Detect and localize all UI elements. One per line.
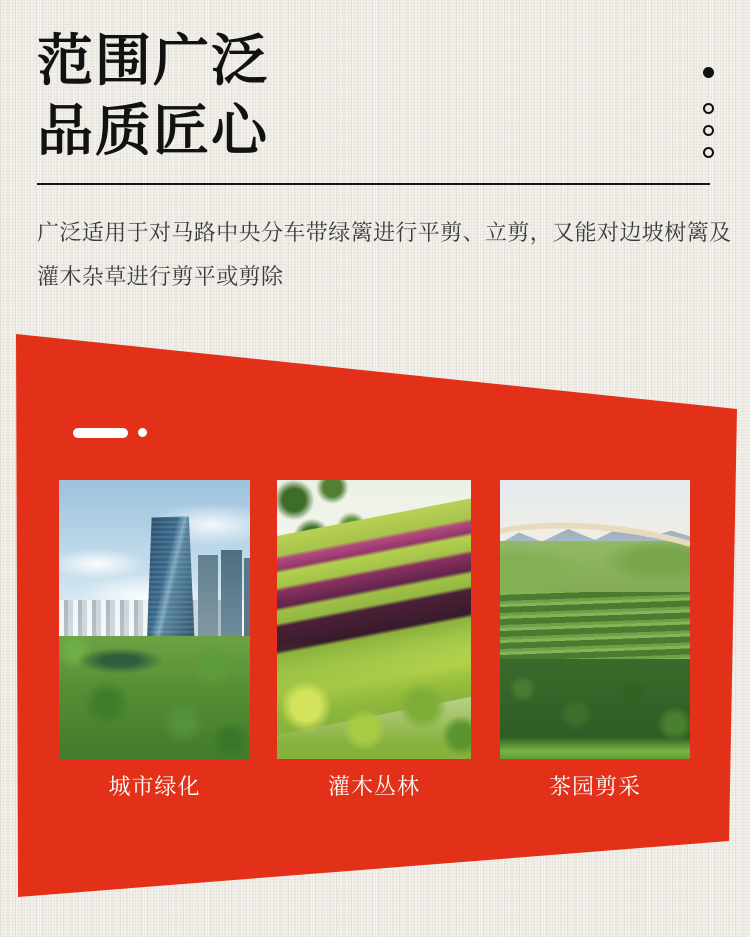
gallery-item-tea-garden (500, 480, 690, 799)
photo-tower-layer (221, 550, 242, 636)
gallery-item-shrub-thicket (277, 480, 471, 799)
photo-tower-layer (244, 558, 250, 636)
photo-foreground-bushes-layer (277, 642, 471, 759)
page-title-line2: 品质匠心 (37, 99, 269, 162)
page-title-line1: 范围广泛 (37, 29, 269, 92)
photo-flowering-shrub-hillside (277, 480, 471, 759)
photo-label: 城市绿化 (108, 774, 201, 799)
photo-foreground-tea-layer (500, 659, 690, 759)
photo-label: 茶园剪采 (548, 774, 641, 799)
round-bullet-icon (138, 428, 147, 437)
photo-park-trees-layer (59, 636, 250, 759)
photo-tower-layer (198, 555, 217, 636)
photo-glass-tower-layer (147, 516, 195, 642)
photo-city-skyline-with-park (59, 480, 250, 759)
photo-label: 灌木丛林 (327, 774, 420, 799)
intro-text: 广泛适用于对马路中央分车带绿篱进行平剪、立剪，又能对边坡树篱及灌木杂草进行剪平或剪除 (37, 220, 732, 289)
gallery-item-urban-greening (59, 480, 250, 799)
dash-bullet-icon (73, 428, 128, 438)
photo-tea-plantation-hills (500, 480, 690, 759)
